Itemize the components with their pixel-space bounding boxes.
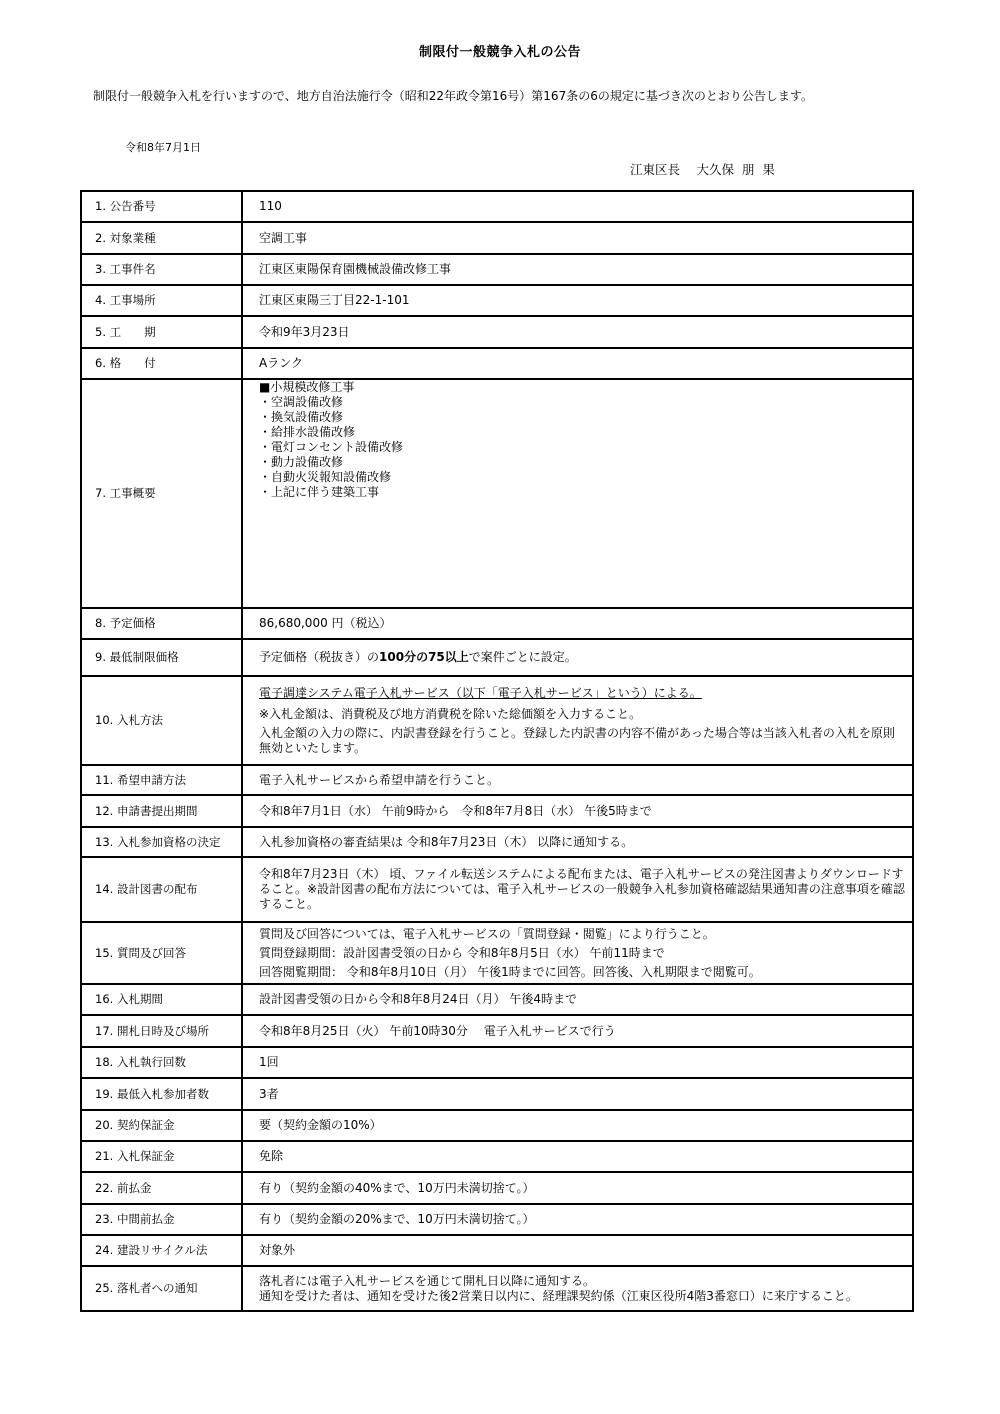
row-value: 令和8年8月25日（火） 午前10時30分 電子入札サービスで行う [242, 1015, 913, 1047]
list-item: ・給排水設備改修 [259, 425, 356, 439]
table-row [81, 379, 913, 608]
row-label: 18. 入札執行回数 [81, 1047, 242, 1078]
row-value: 110 [242, 191, 913, 222]
row-label: 21. 入札保証金 [81, 1141, 242, 1172]
table-row [81, 1172, 913, 1204]
qa-line: 質問登録期間：設計図書受領の日から 令和8年8月5日（水） 午前11時まで [259, 945, 665, 960]
row-label: 9. 最低制限価格 [81, 639, 242, 676]
list-item: ・空調設備改修 [259, 395, 344, 409]
row-value: 対象外 [242, 1235, 913, 1266]
row-label: 8. 予定価格 [81, 608, 242, 639]
table-row [81, 795, 913, 827]
row-label: 2. 対象業種 [81, 222, 242, 254]
row-value [242, 922, 913, 984]
table-row [81, 1141, 913, 1172]
table-row [81, 348, 913, 379]
row-value: 令和9年3月23日 [242, 316, 913, 348]
row-value: 有り（契約金額の20%まで、10万円未満切捨て。） [242, 1204, 913, 1235]
row-label: 12. 申請書提出期間 [81, 795, 242, 827]
row-label: 13. 入札参加資格の決定 [81, 827, 242, 857]
row-value: 江東区東陽保育園機械設備改修工事 [242, 254, 913, 285]
row-label: 17. 開札日時及び場所 [81, 1015, 242, 1047]
notice-line: 通知を受けた者は、通知を受けた後2営業日以内に、経理課契約係（江東区役所4階3番窓口）に来庁すること。 [259, 1288, 858, 1303]
table-row [81, 676, 913, 765]
row-value: 86,680,000 円（税込） [242, 608, 913, 639]
row-value: Aランク [242, 348, 913, 379]
row-label: 25. 落札者への通知 [81, 1266, 242, 1311]
intro-text: 制限付一般競争入札を行いますので、地方自治法施行令（昭和22年政令第16号）第167条の6の規定に基づき次のとおり公告します。 [93, 89, 813, 103]
row-value: 3者 [242, 1078, 913, 1110]
table-row [81, 827, 913, 857]
row-value: 入札参加資格の審査結果は 令和8年7月23日（木） 以降に通知する。 [242, 827, 913, 857]
row-label: 16. 入札期間 [81, 984, 242, 1015]
row-value: 設計図書受領の日から令和8年8月24日（月） 午後4時まで [242, 984, 913, 1015]
table-row [81, 1015, 913, 1047]
list-item: ・上記に伴う建築工事 [259, 485, 380, 499]
qa-line: 回答閲覧期間： 令和8年8月10日（月） 午後1時までに回答。回答後、入札期限まで閲覧可。 [259, 964, 761, 979]
notice-line: 落札者には電子入札サービスを通じて開札日以降に通知する。 [259, 1273, 596, 1288]
row-label: 23. 中間前払金 [81, 1204, 242, 1235]
table-row [81, 222, 913, 254]
row-label: 6. 格 付 [81, 348, 242, 379]
row-label: 24. 建設リサイクル法 [81, 1235, 242, 1266]
row-label: 14. 設計図書の配布 [81, 857, 242, 922]
row-value: 有り（契約金額の40%まで、10万円未満切捨て。） [242, 1172, 913, 1204]
row-label: 10. 入札方法 [81, 676, 242, 765]
row-value: 電子入札サービスから希望申請を行うこと。 [242, 765, 913, 795]
row-label: 15. 質問及び回答 [81, 922, 242, 984]
row-value-text: 予定価格（税抜き）の [259, 650, 380, 664]
row-value: 免除 [242, 1141, 913, 1172]
table-row [81, 254, 913, 285]
work-summary-list [242, 379, 913, 608]
notice-table [80, 190, 914, 1312]
table-row [81, 765, 913, 795]
table-row [81, 608, 913, 639]
issuer-name: 江東区長 大久保 朋 果 [630, 162, 775, 177]
row-label: 11. 希望申請方法 [81, 765, 242, 795]
table-row [81, 1266, 913, 1311]
row-value-text: で案件ごとに設定。 [468, 650, 577, 664]
table-row [81, 1110, 913, 1141]
row-label: 20. 契約保証金 [81, 1110, 242, 1141]
table-row [81, 285, 913, 316]
row-value: 空調工事 [242, 222, 913, 254]
table-row [81, 316, 913, 348]
row-label: 1. 公告番号 [81, 191, 242, 222]
table-row [81, 1235, 913, 1266]
table-row [81, 1047, 913, 1078]
row-label: 7. 工事概要 [81, 379, 242, 608]
list-item: ・電灯コンセント設備改修 [259, 440, 404, 454]
row-label: 22. 前払金 [81, 1172, 242, 1204]
notice-date: 令和8年7月1日 [125, 141, 201, 154]
row-value: 令和8年7月1日（水） 午前9時から 令和8年7月8日（水） 午後5時まで [242, 795, 913, 827]
list-item: ・動力設備改修 [259, 455, 344, 469]
row-label: 19. 最低入札参加者数 [81, 1078, 242, 1110]
list-item: ・換気設備改修 [259, 410, 344, 424]
list-item: ■小規模改修工事 [259, 380, 355, 394]
list-item: ・自動火災報知設備改修 [259, 470, 392, 484]
row-value: 江東区東陽三丁目22-1-101 [242, 285, 913, 316]
bidding-method-line: ※入札金額は、消費税及び地方消費税を除いた総価額を入力すること。 [259, 706, 642, 721]
row-value-emphasis: 100分の75以上 [379, 650, 469, 664]
row-value [242, 676, 913, 765]
table-row [81, 639, 913, 676]
bidding-method-line: 入札金額の入力の際に、内訳書登録を行うこと。登録した内訳書の内容不備があった場合等は当該入札者の入札を原則無効といたします。 [259, 725, 895, 755]
table-row [81, 1078, 913, 1110]
row-value [242, 1266, 913, 1311]
table-row [81, 191, 913, 222]
qa-line: 質問及び回答については、電子入札サービスの「質問登録・閲覧」により行うこと。 [259, 926, 715, 941]
page-title: 制限付一般競争入札の公告 [418, 45, 581, 60]
row-value: 要（契約金額の10%） [242, 1110, 913, 1141]
row-label: 5. 工 期 [81, 316, 242, 348]
row-value [242, 639, 913, 676]
row-label: 3. 工事件名 [81, 254, 242, 285]
bidding-method-line: 電子調達システム電子入札サービス（以下「電子入札サービス」という）による。 [259, 685, 702, 700]
row-value: 令和8年7月23日（木） 頃、ファイル転送システムによる配布または、電子入札サービスの発注図書よりダウンロードすること。※設計図書の配布方法については、電子入札サービスの一般競争入札参加資格確認結果通知書の注意事項を確認すること。 [242, 857, 913, 922]
table-row [81, 857, 913, 922]
row-label: 4. 工事場所 [81, 285, 242, 316]
table-row [81, 1204, 913, 1235]
row-value: 1回 [242, 1047, 913, 1078]
table-row [81, 922, 913, 984]
table-row [81, 984, 913, 1015]
